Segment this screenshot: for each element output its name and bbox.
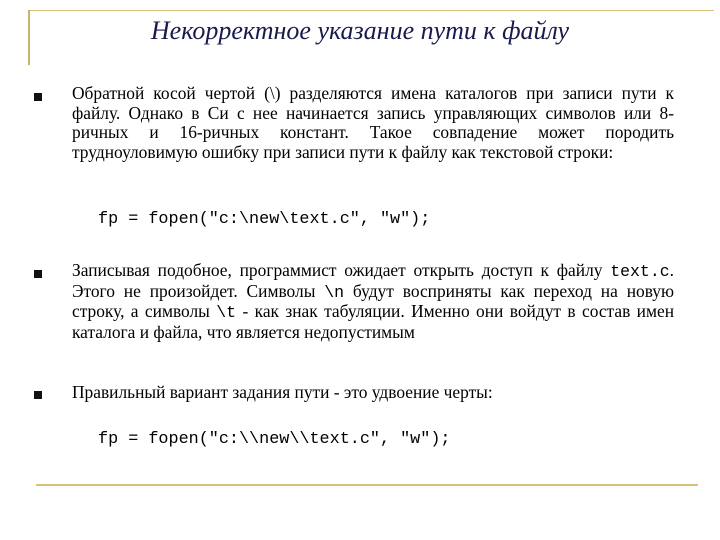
paragraph-text: - как знак табуляции. Именно они войдут в состав имен каталога и файла, что является недопустимым — [72, 301, 675, 342]
paragraph-text: Записывая подобное, программист ожидает открыть доступ к файлу — [72, 260, 611, 280]
paragraph-text: . Этого не произойдет. Символы — [72, 260, 674, 301]
paragraph-correct-variant: Правильный вариант задания пути - это удвоение черты: — [72, 382, 493, 402]
paragraph-escape-consequences — [72, 261, 674, 342]
inline-code-filename: text.c — [610, 262, 670, 281]
paragraph-text: будут восприняты как переход на новую строку, а символы — [72, 280, 674, 322]
bullet-square-icon — [34, 391, 42, 399]
code-incorrect-path: fp = fopen("c:\new\text.c", "w"); — [98, 210, 431, 229]
inline-code-newline: \n — [324, 282, 345, 302]
bullet-square-icon — [34, 93, 42, 101]
bullet-square-icon — [34, 270, 42, 278]
frame-bottom-line — [36, 484, 698, 486]
frame-top-line — [28, 10, 714, 11]
inline-code-tab: \t — [216, 303, 237, 323]
slide-title: Некорректное указание пути к файлу — [150, 16, 570, 45]
paragraph-backslash-explanation: Обратной косой чертой (\) разделяются имена каталогов при записи пути к файлу. Однако в Си с нее начинается запись управляющих символов или 8-ричных и 16-ричных констант. Такое совпадение может породить трудноуловимую ошибку при записи пути к файлу как текстовой строки: — [72, 83, 674, 162]
code-correct-path: fp = fopen("c:\\new\\text.c", "w"); — [98, 430, 451, 449]
